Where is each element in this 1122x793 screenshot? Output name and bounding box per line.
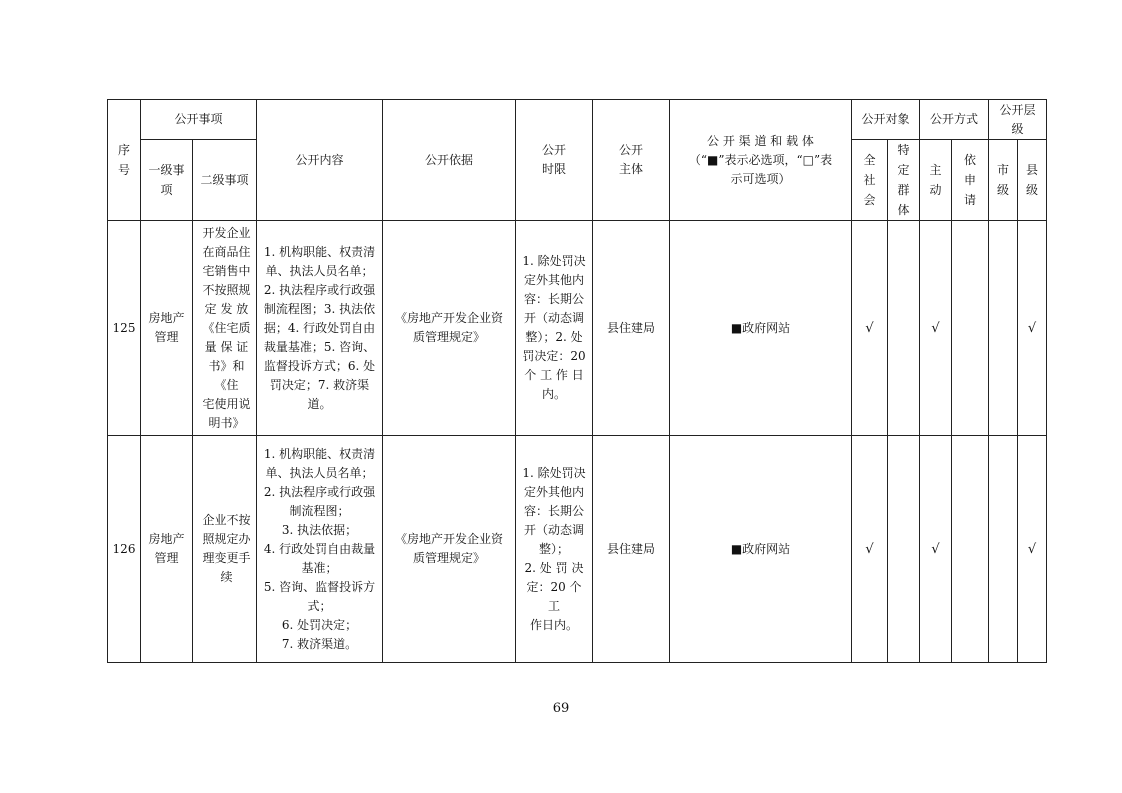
header-target-all: 全 社 会 (852, 140, 888, 221)
row-mode-active: √ (920, 221, 952, 436)
row-level-county: √ (1018, 221, 1047, 436)
header-target-specific: 特 定 群 体 (888, 140, 920, 221)
row-basis: 《房地产开发企业资 质管理规定》 (383, 221, 516, 436)
header-level-city: 市 级 (989, 140, 1018, 221)
row-level-county: √ (1018, 436, 1047, 663)
row-level2: 开发企业 在商品住 宅销售中 不按照规 定 发 放 《住宅质 量 保 证 书》和《住 宅使用说 明书》 (193, 221, 257, 436)
header-target-group: 公开对象 (852, 100, 920, 140)
row-mode-request (952, 436, 989, 663)
table-row (108, 436, 1047, 663)
row-level1: 房地产 管理 (141, 436, 193, 663)
header-level2: 二级事项 (193, 140, 257, 221)
row-subject: 县住建局 (593, 221, 670, 436)
row-channel: ■政府网站 (670, 436, 852, 663)
row-target-all: √ (852, 436, 888, 663)
disclosure-table (107, 99, 1047, 663)
row-level1: 房地产 管理 (141, 221, 193, 436)
row-seq: 126 (108, 436, 141, 663)
header-time-limit: 公开 时限 (516, 100, 593, 221)
page-number: 69 (552, 701, 570, 716)
row-subject: 县住建局 (593, 436, 670, 663)
header-level-county: 县 级 (1018, 140, 1047, 221)
header-level-group: 公开层 级 (989, 100, 1047, 140)
header-basis: 公开依据 (383, 100, 516, 221)
row-target-specific (888, 221, 920, 436)
row-mode-request (952, 221, 989, 436)
header-channel: 公 开 渠 道 和 载 体 （“■”表示必选项，“□”表 示可选项） (670, 100, 852, 221)
header-seq: 序 号 (108, 100, 141, 221)
row-seq: 125 (108, 221, 141, 436)
row-content: 1. 机构职能、权责清 单、执法人员名单； 2. 执法程序或行政强 制流程图；3. 执法依 据；4. 行政处罚自由 裁量基准；5. 咨询、 监督投诉方式；6. 处 罚决定；7. 救济渠道。 (257, 221, 383, 436)
row-time-limit: 1. 除处罚决 定外其他内 容：长期公 开（动态调 整）；2. 处 罚决定：20 个 工 作 日 内。 (516, 221, 593, 436)
row-time-limit: 1. 除处罚决 定外其他内 容：长期公 开（动态调 整）； 2. 处 罚 决 定：20 个工 作日内。 (516, 436, 593, 663)
header-mode-request: 依 申 请 (952, 140, 989, 221)
header-row-top (108, 100, 1047, 140)
header-mode-active: 主 动 (920, 140, 952, 221)
header-item-group: 公开事项 (141, 100, 257, 140)
row-content: 1. 机构职能、权责清 单、执法人员名单； 2. 执法程序或行政强 制流程图； 3. 执法依据； 4. 行政处罚自由裁量 基准； 5. 咨询、监督投诉方 式； 6. 处罚决定； 7. 救济渠道。 (257, 436, 383, 663)
row-level2: 企业不按 照规定办 理变更手 续 (193, 436, 257, 663)
row-level-city (989, 221, 1018, 436)
row-target-specific (888, 436, 920, 663)
header-mode-group: 公开方式 (920, 100, 989, 140)
row-basis: 《房地产开发企业资 质管理规定》 (383, 436, 516, 663)
header-content: 公开内容 (257, 100, 383, 221)
table-row (108, 221, 1047, 436)
row-level-city (989, 436, 1018, 663)
row-target-all: √ (852, 221, 888, 436)
row-channel: ■政府网站 (670, 221, 852, 436)
row-mode-active: √ (920, 436, 952, 663)
header-subject: 公开 主体 (593, 100, 670, 221)
header-level1: 一级事 项 (141, 140, 193, 221)
